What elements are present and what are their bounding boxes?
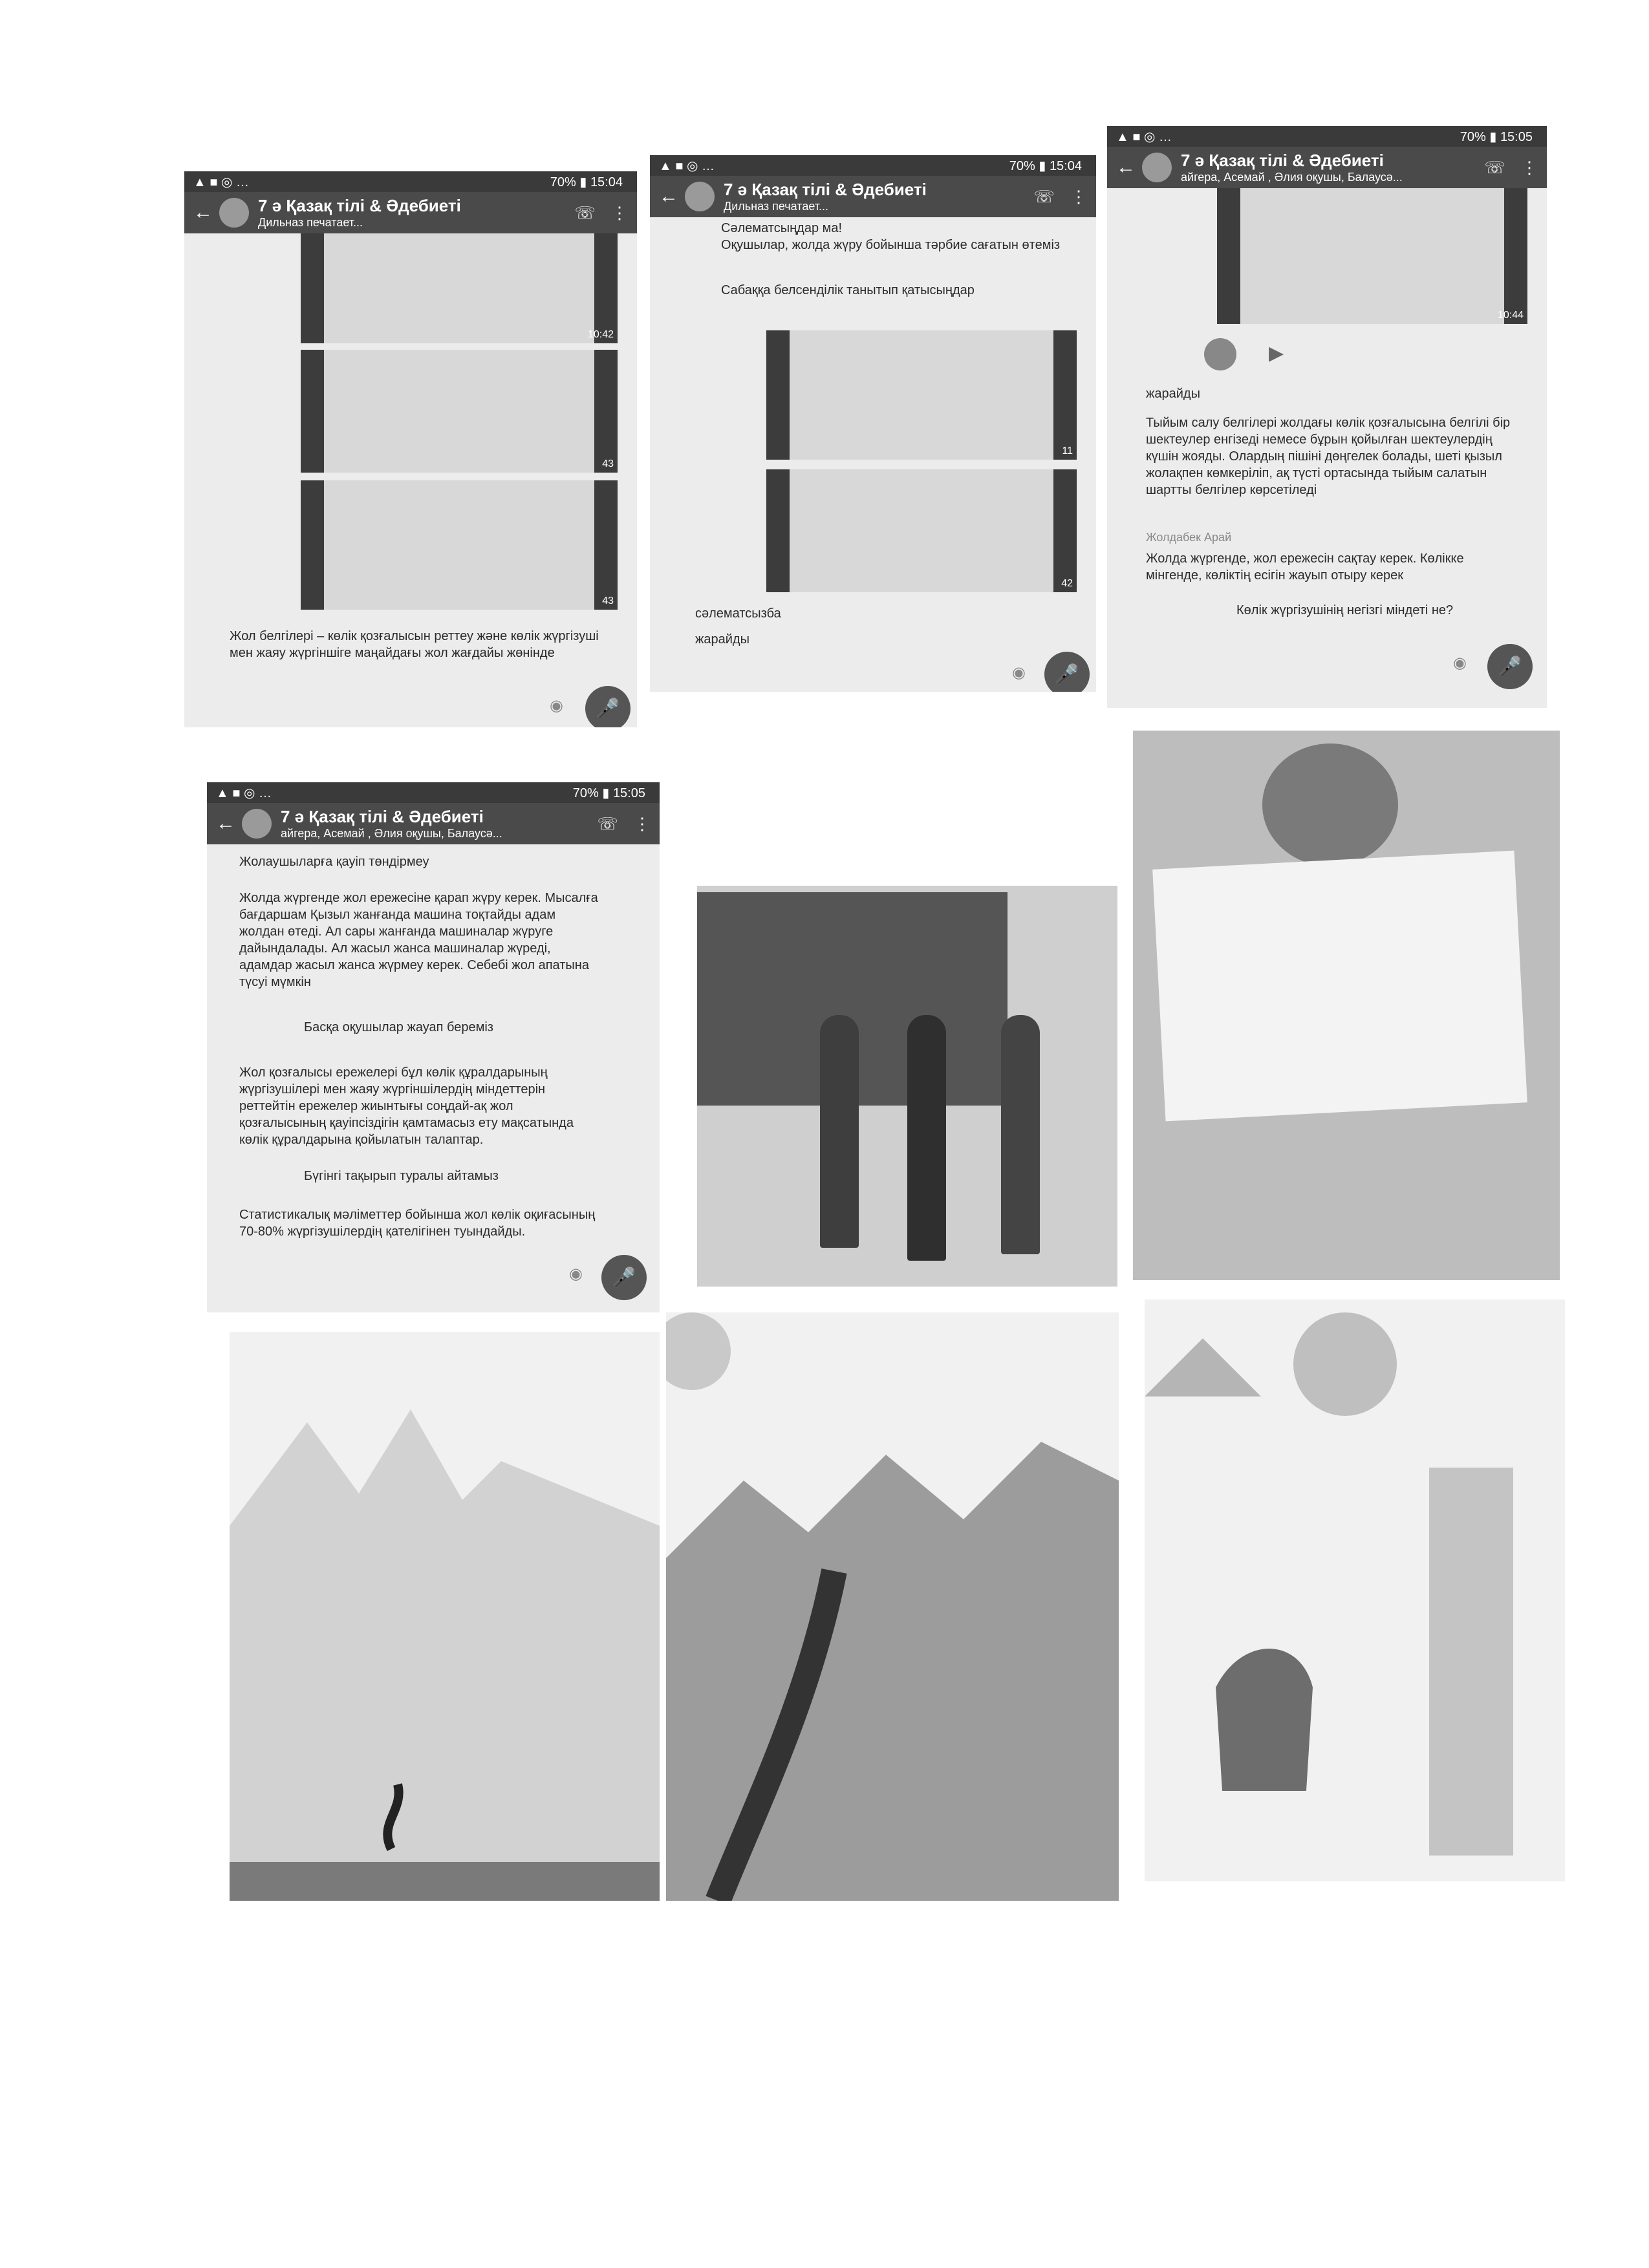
text-message: Статистикалық мәліметтер бойынша жол көлік оқиғасының 70-80% жүргізушілердің қателігінен туындайды. [239, 1208, 596, 1239]
student-figure [1001, 1015, 1040, 1254]
battery-level: 70% [1460, 129, 1486, 144]
notification-icons: ▲ ■ ◎ … [193, 175, 249, 189]
held-drawing [1152, 851, 1527, 1122]
chat-header [1107, 147, 1547, 188]
battery-level: 70% [572, 786, 599, 800]
camera-icon[interactable]: ◉ [569, 1265, 583, 1283]
horseman-drawing-art [1145, 1300, 1565, 1881]
status-bar: ▲ ■ ◎ … 70% ▮ 15:04 [184, 171, 637, 192]
mic-button[interactable]: 🎤 [1044, 652, 1090, 692]
mountain-drawing-art [230, 1332, 660, 1901]
sender-avatar [1204, 338, 1236, 370]
text-message: Оқушылар, жолда жүру бойынша тәрбие сағатын өтеміз [721, 238, 1061, 252]
more-options-icon[interactable]: ⋮ [1070, 186, 1087, 206]
chat-header [207, 803, 660, 844]
mountain-swan-drawing [230, 1332, 660, 1901]
text-message: сәлематсызба [695, 606, 781, 621]
group-avatar[interactable] [1142, 153, 1172, 182]
text-message: Сабаққа белсенділік танытып қатысыңдар [721, 283, 975, 297]
group-avatar[interactable] [685, 182, 715, 211]
chat-area [184, 233, 637, 727]
chat-screenshot-3 [1107, 126, 1547, 708]
group-title[interactable]: 7 ә Қазақ тілі & Әдебиеті [724, 180, 927, 199]
back-arrow-icon[interactable]: ← [193, 202, 213, 223]
status-bar: ▲ ■ ◎ … 70% ▮ 15:04 [650, 155, 1096, 176]
status-bar: ▲ ■ ◎ … 70% ▮ 15:05 [1107, 126, 1547, 147]
typing-status: Дильназ печатает... [258, 216, 363, 229]
student-figure [820, 1015, 859, 1248]
image-message[interactable] [766, 330, 1077, 460]
group-avatar[interactable] [219, 198, 249, 228]
message-time: 43 [602, 458, 614, 469]
student-face [1262, 744, 1398, 866]
notification-icons: ▲ ■ ◎ … [216, 786, 272, 800]
status-time: 15:04 [590, 175, 623, 189]
group-avatar[interactable] [242, 809, 272, 839]
text-message: Көлік жүргізушінің негізгі міндеті не? [1236, 603, 1454, 617]
notification-icons: ▲ ■ ◎ … [659, 158, 715, 173]
valley-drawing-art [666, 1312, 1119, 1901]
message-time: 10:42 [587, 329, 614, 340]
image-message[interactable] [301, 350, 618, 473]
chat-header [650, 176, 1096, 217]
play-icon[interactable]: ▶ [1269, 343, 1284, 364]
horseman-drawing [1145, 1300, 1565, 1881]
text-message: Жолда жүргенде жол ережесіне қарап жүру керек. Мысалға бағдаршам Қызыл жанғанда машина тоқтайды адам жолдан өтеді. Ал сары жанғанда машиналар жүруге дайындалады. Ал жасыл жанса машиналар жүреді, адамдар жасыл жанса жүрмеу керек. Себебі жол апатына түсуі мүмкін [239, 891, 598, 989]
back-arrow-icon[interactable]: ← [1116, 156, 1136, 178]
chat-screenshot-4 [207, 782, 660, 1312]
sender-name: Жолдабек Арай [1146, 531, 1232, 544]
text-message: Сәлематсыңдар ма! [721, 221, 843, 235]
more-options-icon[interactable]: ⋮ [634, 813, 651, 833]
student-figure [907, 1015, 946, 1261]
typing-status: Дильназ печатает... [724, 200, 828, 213]
notification-icons: ▲ ■ ◎ … [1116, 129, 1172, 144]
text-message: Жол белгілері – көлік қозғалысын реттеу және көлік жүргізуші мен жаяу жүргіншіге маңайдағы жол жағдайы жөнінде [230, 629, 599, 660]
camera-icon[interactable]: ◉ [550, 697, 563, 714]
text-message: Жолда жүргенде, жол ережесін сақтау керек. Көлікке мінгенде, көліктің есігін жауып отыру керек [1146, 551, 1464, 583]
message-time: 43 [602, 595, 614, 606]
text-message: жарайды [695, 632, 749, 647]
text-message: Басқа оқушылар жауап беремiз [304, 1020, 493, 1034]
group-title[interactable]: 7 ә Қазақ тілі & Әдебиеті [1181, 151, 1384, 170]
mic-button[interactable]: 🎤 [585, 686, 630, 727]
back-arrow-icon[interactable]: ← [659, 186, 678, 207]
group-members: айгера, Асемай , Әлия оқушы, Балаусә... [1181, 171, 1403, 184]
student-with-drawing-photo [1133, 731, 1560, 1280]
text-message: Тыйым салу белгілері жолдағы көлік қозғалысына белгілі бір шектеулер енгізеді немесе бұрын қойылған шектеулердің күшін жояды. Олардың пішіні дөңгелек болады, шеті қызыл жолақпен көмкеріліп, ақ түсті ортасында тыйым салатын шартты белгілер көрсетіледі [1146, 416, 1511, 497]
image-message[interactable] [301, 233, 618, 343]
add-call-icon[interactable]: ☏ [1484, 157, 1505, 177]
status-bar: ▲ ■ ◎ … 70% ▮ 15:05 [207, 782, 660, 803]
group-title[interactable]: 7 ә Қазақ тілі & Әдебиеті [281, 807, 484, 826]
camera-icon[interactable]: ◉ [1453, 654, 1467, 672]
more-options-icon[interactable]: ⋮ [611, 202, 628, 222]
chat-screenshot-2 [650, 155, 1096, 692]
chat-screenshot-1 [184, 171, 637, 727]
group-members: айгера, Асемай , Әлия оқушы, Балаусә... [281, 827, 502, 840]
mountain-valley-drawing [666, 1312, 1119, 1901]
text-message: Жол қозғалысы ережелері бұл көлік құралдарының жүргізушілері мен жаяу жүргіншілердің міндеттерін реттейтін ережелер жиынтығы соңдай-ақ жол қозғалысының қауіпсіздігін қамтамасыз ету мақсатында көлік құралдарына қойылатын талаптар. [239, 1065, 574, 1147]
chat-area [207, 844, 660, 1312]
mic-button[interactable]: 🎤 [1487, 644, 1533, 689]
battery-level: 70% [1009, 158, 1035, 173]
text-message: Бүгінгі тақырып туралы айтамыз [304, 1169, 499, 1183]
message-time: 11 [1062, 445, 1073, 456]
chat-header [184, 192, 637, 233]
message-time: 10:44 [1497, 310, 1524, 321]
text-message: Жолаушыларға қауіп төндірмеу [239, 855, 429, 869]
image-message[interactable] [766, 469, 1077, 592]
voice-message[interactable] [1204, 336, 1346, 374]
add-call-icon[interactable]: ☏ [597, 813, 618, 833]
add-call-icon[interactable]: ☏ [574, 202, 596, 222]
add-call-icon[interactable]: ☏ [1033, 186, 1055, 206]
chat-area [1107, 188, 1547, 708]
group-title[interactable]: 7 ә Қазақ тілі & Әдебиеті [258, 196, 461, 215]
mic-button[interactable]: 🎤 [601, 1255, 647, 1300]
more-options-icon[interactable]: ⋮ [1521, 157, 1538, 177]
camera-icon[interactable]: ◉ [1012, 664, 1026, 681]
text-message: жарайды [1146, 387, 1200, 401]
image-message[interactable] [1217, 188, 1527, 324]
back-arrow-icon[interactable]: ← [216, 813, 235, 834]
battery-level: 70% [550, 175, 576, 189]
message-time: 42 [1061, 578, 1073, 589]
status-time: 15:05 [612, 786, 645, 800]
chat-area [650, 217, 1096, 692]
status-time: 15:05 [1500, 129, 1533, 144]
image-message[interactable] [301, 480, 618, 610]
classroom-photo [697, 886, 1117, 1287]
status-time: 15:04 [1049, 158, 1082, 173]
